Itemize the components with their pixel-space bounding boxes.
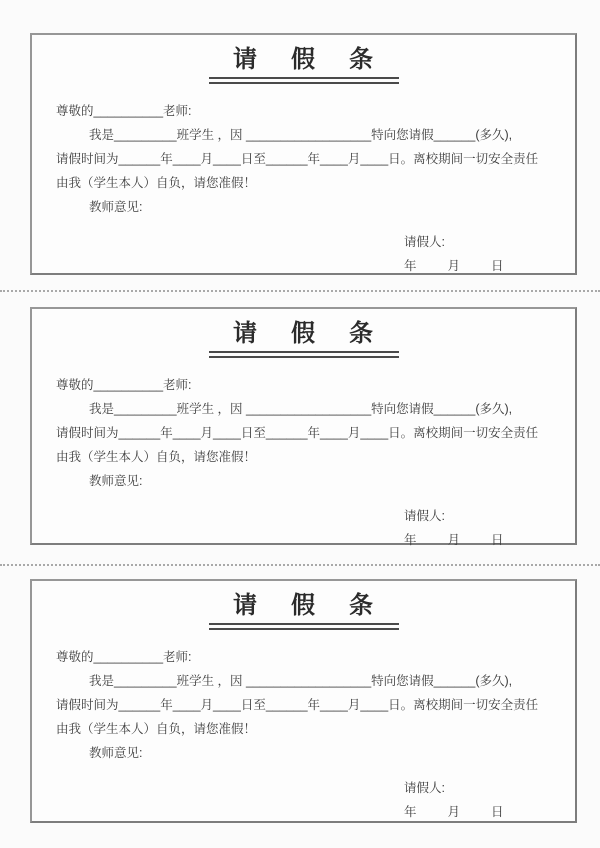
- month-label: 月: [447, 533, 461, 547]
- day-label: 日: [491, 533, 504, 547]
- time-line: 请假时间为______年____月____日至______年____月____日。离校期间一切安全责任: [56, 698, 539, 712]
- student-line: 我是_________班学生 ，因 __________________特向您请假______(多久),: [89, 128, 513, 142]
- slip-title: 请 假 条: [233, 47, 374, 73]
- time-line: 请假时间为______年____月____日至______年____月____日。离校期间一切安全责任: [56, 152, 539, 166]
- month-label: 月: [447, 259, 461, 273]
- signature-block: [404, 230, 575, 278]
- slip-body: [56, 99, 553, 219]
- student-line: 我是_________班学生 ，因 __________________特向您请假______(多久),: [89, 402, 513, 416]
- date-line: [404, 254, 575, 278]
- greeting-line: 尊敬的__________老师:: [56, 378, 192, 392]
- student-line: 我是_________班学生 ，因 __________________特向您请假______(多久),: [89, 674, 513, 688]
- date-line: [404, 800, 575, 824]
- greeting-line: 尊敬的__________老师:: [56, 650, 192, 664]
- year-label: 年: [404, 805, 417, 819]
- slip-body: [56, 373, 553, 493]
- cut-line-separator: [0, 564, 600, 566]
- date-line: [404, 528, 575, 552]
- time-line: 请假时间为______年____月____日至______年____月____日。离校期间一切安全责任: [56, 426, 539, 440]
- teacher-opinion-label: 教师意见:: [89, 474, 143, 488]
- teacher-opinion-label: 教师意见:: [89, 746, 143, 760]
- title-double-underline: [209, 351, 399, 358]
- year-label: 年: [404, 533, 417, 547]
- signer-label: 请假人:: [404, 235, 445, 249]
- month-label: 月: [447, 805, 461, 819]
- year-label: 年: [404, 259, 417, 273]
- teacher-opinion-label: 教师意见:: [89, 200, 143, 214]
- day-label: 日: [491, 805, 504, 819]
- signature-block: [404, 776, 575, 824]
- cut-line-separator: [0, 290, 600, 292]
- slip-title: 请 假 条: [233, 593, 374, 619]
- signer-label: 请假人:: [404, 509, 445, 523]
- slip-title: 请 假 条: [233, 321, 374, 347]
- greeting-line: 尊敬的__________老师:: [56, 104, 192, 118]
- responsibility-line: 由我（学生本人）自负，请您准假！: [56, 722, 257, 736]
- signature-block: [404, 504, 575, 552]
- leave-slip: [30, 579, 577, 823]
- slip-body: [56, 645, 553, 765]
- title-double-underline: [209, 623, 399, 630]
- responsibility-line: 由我（学生本人）自负，请您准假！: [56, 450, 257, 464]
- leave-slip: [30, 33, 577, 275]
- signer-label: 请假人:: [404, 781, 445, 795]
- responsibility-line: 由我（学生本人）自负，请您准假！: [56, 176, 257, 190]
- day-label: 日: [491, 259, 504, 273]
- leave-slip: [30, 307, 577, 545]
- title-double-underline: [209, 77, 399, 84]
